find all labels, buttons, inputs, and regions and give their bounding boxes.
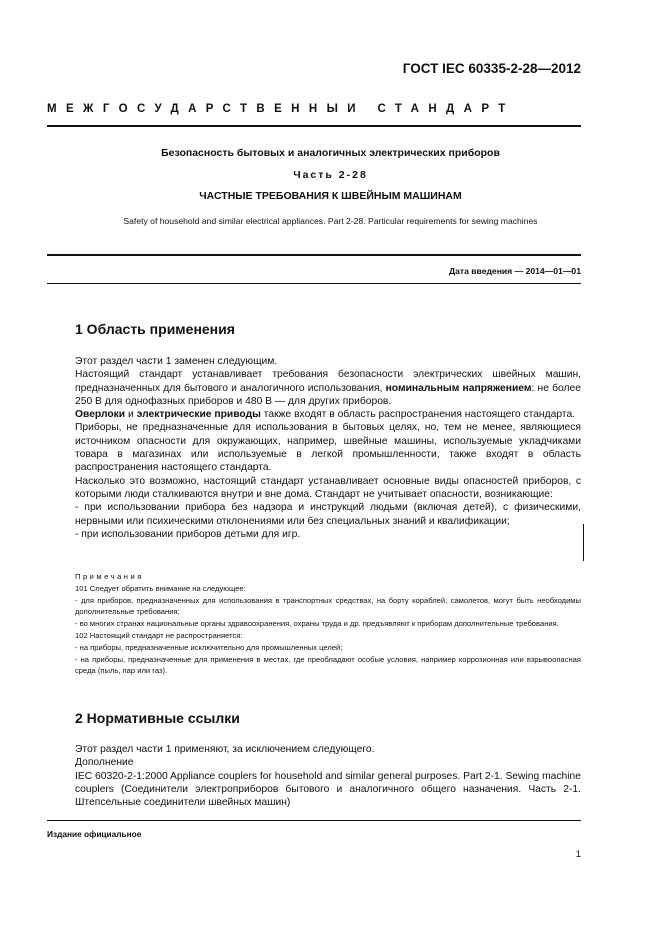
section-2-body xyxy=(75,743,581,809)
document-part: Часть 2-28 xyxy=(293,169,368,181)
top-divider xyxy=(47,125,581,127)
note-102-item-1: - на приборы, предназначенные исключительно для промышленных целей; xyxy=(75,642,343,652)
standard-code: ГОСТ IEC 60335-2-28—2012 xyxy=(402,61,581,76)
section-1-body xyxy=(75,355,581,541)
document-subtitle: ЧАСТНЫЕ ТРЕБОВАНИЯ К ШВЕЙНЫМ МАШИНАМ xyxy=(199,190,462,202)
s1-paragraph-5: Насколько это возможно, настоящий стандарт устанавливает основные виды опасностей приборов, с которыми люди сталкиваются внутри и вне дома. Стандарт не учитывает опасности, возникающие: xyxy=(75,475,581,500)
note-101-item-1: - для приборов, предназначенных для использования в транспортных средствах, на борту кораблей, самолетов, могут быть необходимы дополнительные требования; xyxy=(75,595,581,617)
document-title: Безопасность бытовых и аналогичных электрических приборов xyxy=(161,147,500,159)
edition-label: Издание официальное xyxy=(47,829,142,839)
title-divider xyxy=(47,254,581,256)
english-title: Safety of household and similar electrical appliances. Part 2-28. Particular requirements for sewing machines xyxy=(123,216,538,226)
introduction-date: Дата введения — 2014—01—01 xyxy=(448,266,581,276)
section-1-notes xyxy=(75,571,581,677)
note-101: 101 Следует обратить внимание на следующее: xyxy=(75,583,246,593)
s1-paragraph-1: Этот раздел части 1 заменен следующим. xyxy=(75,356,278,367)
s2-paragraph-3: IEC 60320-2-1:2000 Appliance couplers for household and similar general purposes. Part 2-1. Sewing machine couplers (Соединители электроприборов бытового и аналогичного общего назначения. Часть 2-1. Штепсельные соединители швейных машин) xyxy=(75,770,581,809)
note-102-item-2: - на приборы, предназначенные для применения в местах, где преобладают особые условия, например коррозионная или взрывоопасная среда (пыль, пар или газ). xyxy=(75,654,581,676)
s2-paragraph-2: Дополнение xyxy=(75,757,134,769)
date-divider xyxy=(47,283,581,284)
section-1-title: 1 Область применения xyxy=(75,321,235,337)
s1-paragraph-3: Оверлоки и электрические приводы также входят в область распространения настоящего стандарта. xyxy=(75,409,576,421)
note-101-item-2: - во многих странах национальные органы здравоохранения, охраны труда и др. предъявляют к приборам дополнительные требования. xyxy=(75,619,559,629)
section-2-title: 2 Нормативные ссылки xyxy=(75,710,240,726)
s1-paragraph-2: Настоящий стандарт устанавливает требования безопасности электрических швейных машин, предназначенных для бытового и аналогичного использования, номинальным напряжением: не более 250 В для однофазных приборов и 480 В — для других приборов. xyxy=(75,369,582,407)
s1-bullet-1: - при использовании прибора без надзора и инструкций людьми (включая детей), с физическими, нервными или психическими отклонениями или без специальных знаний и квалификации; xyxy=(75,502,581,527)
change-bar xyxy=(583,524,584,561)
s1-paragraph-4: Приборы, не предназначенные для использования в бытовых целях, но, тем не менее, являющиеся источником опасности для окружающих, например, швейные машины, используемые укладчиками товара в магазинах или используемые в легкой промышленности, также входят в область распространения настоящего стандарта. xyxy=(75,422,581,474)
note-102: 102 Настоящий стандарт не распространяется: xyxy=(75,630,243,640)
notes-header: Примечания xyxy=(75,572,144,581)
page-number: 1 xyxy=(575,849,581,860)
footer-divider xyxy=(47,820,581,821)
s1-bullet-2: - при использовании приборов детьми для игр. xyxy=(75,528,301,540)
s2-paragraph-1: Этот раздел части 1 применяют, за исключением следующего. xyxy=(75,744,375,755)
interstate-standard-label: МЕЖГОСУДАРСТВЕННЫЙ СТАНДАРТ xyxy=(47,103,515,115)
